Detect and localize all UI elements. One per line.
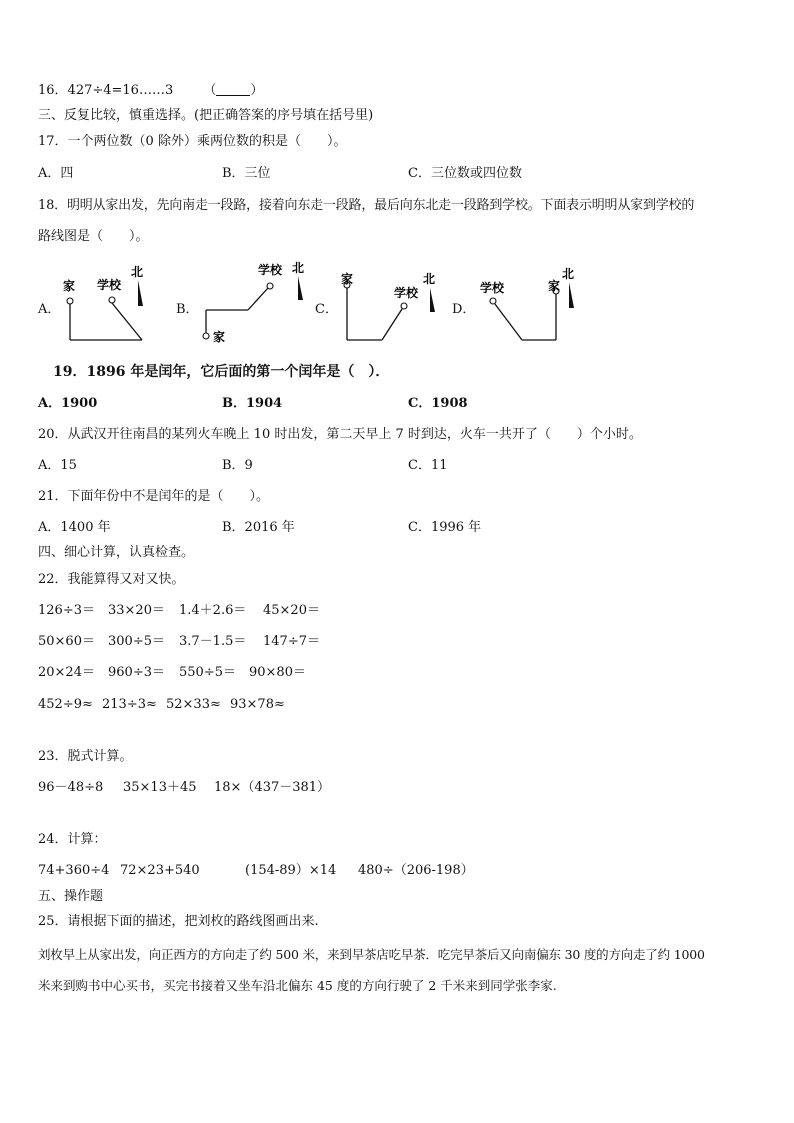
section-3-heading: 三、反复比较，慎重选择。(把正确答案的序号填在括号里) [38, 108, 374, 123]
calc-item: 18×（437－381） [214, 780, 331, 795]
calc-item: 52×33≈ [166, 697, 221, 712]
diagram-a[interactable] [63, 265, 143, 340]
q16-blank-open: （ [203, 83, 217, 98]
question-16 [38, 83, 263, 99]
question-25-description-line1: 刘枚早上从家出发，向正西方的方向走了约 500 米，来到早茶店吃早茶．吃完早茶后又向南偏东 30 度的方向走了约 1000 [38, 947, 705, 962]
calc-item: 74+360÷4 [38, 863, 110, 878]
q19-option-b[interactable]: B．1904 [222, 396, 283, 411]
calc-item: 45×20＝ [263, 603, 320, 618]
section-5-heading: 五、操作题 [38, 889, 104, 904]
q19-option-c[interactable]: C．1908 [408, 396, 468, 411]
q16-blank[interactable] [216, 83, 250, 96]
q20-option-c[interactable]: C．11 [408, 458, 448, 473]
question-18-line2: 路线图是（ ）。 [38, 229, 149, 244]
q17-option-a[interactable]: A．四 [38, 166, 74, 181]
question-18-line1: 18．明明从家出发，先向南走一段路，接着向东走一段路，最后向东北走一段路到学校。下面表示明明从家到学校的 [38, 198, 695, 213]
question-19: 19．1896 年是闰年，它后面的第一个闰年是（ ）． [53, 364, 390, 380]
c-north-arrow [430, 288, 435, 312]
q20-option-a[interactable]: A．15 [38, 458, 77, 473]
d-north-arrow [569, 282, 574, 308]
q21-option-c[interactable]: C．1996 年 [408, 520, 482, 535]
question-25-description-line2: 米来到购书中心买书，买完书接着又坐车沿北偏东 45 度的方向行驶了 2 千米来到同学张李家. [38, 978, 557, 993]
question-22: 22．我能算得又对又快。 [38, 572, 185, 587]
a-north-label: 北 [131, 265, 144, 279]
calc-item: 1.4＋2.6＝ [179, 603, 247, 618]
diagram-c[interactable] [341, 271, 435, 340]
question-24: 24．计算： [38, 832, 107, 847]
section-4-heading: 四、细心计算，认真检查。 [38, 545, 195, 560]
calc-item: 126÷3＝ [38, 603, 95, 618]
diagram-b[interactable] [203, 261, 304, 344]
q16-blank-close: ） [250, 83, 264, 98]
q18-option-a[interactable]: A． [38, 302, 61, 317]
route-diagrams-svg [30, 258, 590, 350]
c-home-label: 家 [341, 272, 354, 286]
d-home-label: 家 [548, 279, 561, 293]
calc-item: 480÷（206-198） [358, 863, 474, 878]
b-home-label: 家 [213, 330, 226, 344]
q18-option-b[interactable]: B． [176, 302, 199, 317]
calc-item: 3.7－1.5＝ [179, 634, 247, 649]
q17-option-b[interactable]: B．三位 [222, 166, 271, 181]
d-school-label: 学校 [480, 281, 505, 295]
calc-item: 96－48÷8 [38, 780, 104, 795]
question-23: 23．脱式计算。 [38, 749, 133, 764]
calc-item: 72×23+540 [120, 863, 200, 878]
calc-item: 33×20＝ [108, 603, 165, 618]
b-school-label: 学校 [258, 263, 283, 277]
c-north-label: 北 [423, 272, 436, 286]
b-north-arrow [298, 276, 303, 300]
q19-option-a[interactable]: A．1900 [38, 396, 98, 411]
b-north-label: 北 [292, 261, 305, 275]
calc-item: 35×13＋45 [123, 780, 197, 795]
calc-item: 550÷5＝ [179, 665, 236, 680]
calc-item: 960÷3＝ [108, 665, 165, 680]
q18-option-c[interactable]: C． [315, 302, 338, 317]
calc-item: 50×60＝ [38, 634, 95, 649]
q21-option-b[interactable]: B．2016 年 [222, 520, 295, 535]
question-25: 25．请根据下面的描述，把刘枚的路线图画出来. [38, 914, 319, 929]
calc-item: 213÷3≈ [102, 697, 157, 712]
calc-item: 90×80＝ [249, 665, 306, 680]
question-21: 21．下面年份中不是闰年的是（ ）。 [38, 489, 270, 504]
q16-text: 16．427÷4=16……3 [38, 83, 174, 98]
a-north-arrow [138, 280, 143, 306]
q18-option-d[interactable]: D． [452, 302, 476, 317]
q17-option-c[interactable]: C．三位数或四位数 [408, 166, 522, 181]
calc-item: 147÷7＝ [263, 634, 320, 649]
a-school-label: 学校 [97, 278, 122, 292]
d-north-label: 北 [562, 267, 575, 281]
calc-item: 452÷9≈ [38, 697, 93, 712]
calc-item: 93×78≈ [230, 697, 285, 712]
calc-item: (154-89）×14 [245, 863, 337, 878]
diagram-d[interactable] [480, 267, 574, 340]
q18-diagrams [30, 258, 590, 350]
question-20: 20．从武汉开往南昌的某列火车晚上 10 时出发，第二天早上 7 时到达，火车一共开了（ ）个小时。 [38, 427, 642, 442]
q21-option-a[interactable]: A．1400 年 [38, 520, 111, 535]
question-17: 17．一个两位数（0 除外）乘两位数的积是（ ）。 [38, 134, 347, 149]
calc-item: 20×24＝ [38, 665, 95, 680]
q20-option-b[interactable]: B．9 [222, 458, 253, 473]
c-school-label: 学校 [394, 286, 419, 300]
a-home-label: 家 [63, 279, 76, 293]
calc-item: 300÷5＝ [108, 634, 165, 649]
